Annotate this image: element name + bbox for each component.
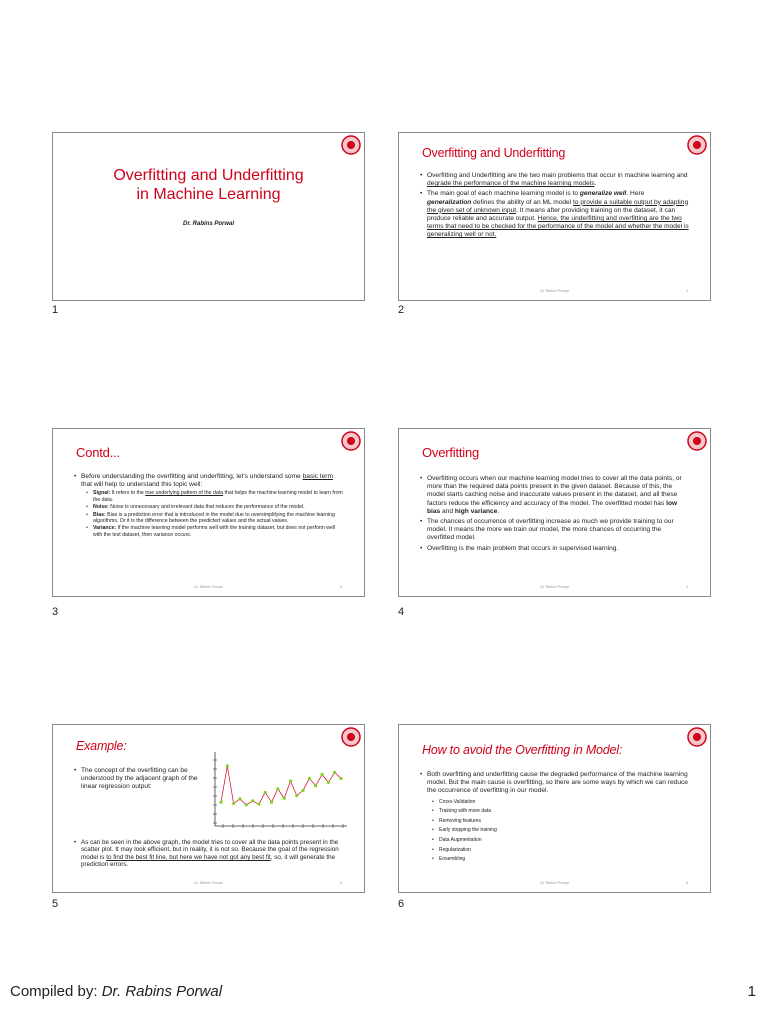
bullet: • Before understanding the overfitting and underfitting, let's understand some basic term that will help to understand this topic well: • Signal: It refers to the true underlying pattern of the data that helps the machine learning model to learn from the data. • Noise: Noise is unnecessary and irrelevant data that reduces the performance of the model. • Bias: Bias is a prediction error that is introduced in the model due to oversimplifying the machine learning algorithms. Or it is the difference between the predicted values and the actual values. • Variance: If the machine learning model performs well with the training dataset, but does not perform well with the test dataset, then variance occurs. — [81, 473, 344, 538]
bullet: • The main goal of each machine learning model is to generalize well. Here generalization defines the ability of an ML model to provide a suitable output by adapting the given set of unknown input. It means after providing training on the dataset, it can produce reliable and accurate output. Hence, the underfitting and overfitting are the two terms that need to be checked for the performance of the model and whether the model is generalizing well or not. — [427, 190, 690, 239]
page-number: 6 — [398, 898, 405, 910]
bullet: • As can be seen in the above graph, the model tries to cover all the data points present in the scatter plot. It may look efficient, but in reality, it is not so. Because the goal of the regression model is to find the best fit line, but here we have not got any best fit, so, it will generate the prediction errors. — [74, 839, 339, 869]
university-logo-icon — [341, 135, 361, 155]
sub-bullet: • Noise: Noise is unnecessary and irrelevant data that reduces the performance of the model. — [93, 504, 344, 510]
slide-title: How to avoid the Overfitting in Model: — [422, 743, 623, 757]
bullet: • The chances of occurrence of overfitting increase as much we provide training to our model. It means the more we train our model, the more chances of occurring the overfitted model. — [427, 518, 690, 543]
university-logo-icon — [687, 727, 707, 747]
document-page-number: 1 — [747, 983, 756, 1000]
university-logo-icon — [687, 431, 707, 451]
slide-3 — [52, 428, 365, 597]
data-point — [257, 803, 260, 806]
avoid-method-item: • Ensembling — [439, 855, 690, 865]
slide-body — [73, 839, 344, 869]
sub-bullet: • Signal: It refers to the true underlying pattern of the data that helps the machine learning model to learn from the data. — [93, 490, 344, 503]
page-number: 3 — [52, 606, 59, 618]
slide-1 — [52, 132, 365, 301]
data-point — [320, 773, 323, 776]
avoid-method-item: • Removing features — [439, 817, 690, 827]
bullet: • The concept of the overfitting can be understood by the adjacent graph of the linear regression output: — [74, 767, 198, 790]
page-number: 5 — [52, 898, 59, 910]
slide-footer: Dr. Rabins Porwal — [540, 289, 569, 293]
data-point — [327, 781, 330, 784]
slide-footer-number: 5 — [340, 881, 342, 885]
bullet: • Overfitting occurs when our machine learning model tries to cover all the data points, or more than the required data points present in the given dataset. Because of this, the model starts caching noise and inaccurate values present in the dataset, and all these factors reduce the efficiency and accuracy of the model. The overfitted model has low bias and high variance. — [427, 475, 690, 516]
slide-4 — [398, 428, 711, 597]
slide-footer: Dr. Rabins Porwal — [540, 881, 569, 885]
slide-6 — [398, 724, 711, 893]
overfitting-scatter-chart — [213, 750, 348, 830]
bullet: • Overfitting and Underfitting are the two main problems that occur in machine learning and degrade the performance of the machine learning models. — [427, 172, 690, 188]
data-point — [295, 794, 298, 797]
slide-footer-number: 2 — [686, 289, 688, 293]
slide-title: Contd... — [76, 445, 120, 460]
data-point — [308, 777, 311, 780]
sub-bullet: • Variance: If the machine learning model performs well with the training dataset, but does not perform well with the test dataset, then variance occurs. — [93, 525, 344, 538]
university-logo-icon — [341, 431, 361, 451]
slide-footer: Dr. Rabins Porwal — [540, 585, 569, 589]
data-point — [251, 799, 254, 802]
page-number: 2 — [398, 304, 405, 316]
slide-body — [419, 172, 690, 242]
avoid-method-item: • Regularization — [439, 846, 690, 856]
slide-title: Overfitting — [422, 445, 480, 460]
slide-body — [419, 475, 690, 555]
data-point — [339, 777, 342, 780]
slide-body — [73, 473, 344, 540]
compiled-by: Compiled by: Dr. Rabins Porwal — [10, 983, 223, 1000]
slide-author: Dr. Rabins Porwal — [182, 221, 234, 227]
avoid-method-item: • Early stopping the training — [439, 826, 690, 836]
bullet: • Both overfitting and underfitting cause the degraded performance of the machine learning model. But the main cause is overfitting, so there are some ways by which we can reduce the occurrence of overfitting in our model. • Cross-Validation • Training with more data • Removing features • Early stopping the training • Data Augmentation • Regularization • Ensembling — [427, 771, 690, 865]
data-point — [333, 771, 336, 774]
avoid-method-item: • Training with more data — [439, 807, 690, 817]
data-point — [232, 802, 235, 805]
page-number: 1 — [52, 304, 59, 316]
data-point — [283, 797, 286, 800]
data-point — [226, 764, 229, 767]
slide-footer-number: 6 — [686, 881, 688, 885]
slide-title: Example: — [76, 739, 127, 753]
avoid-method-item: • Data Augmentation — [439, 836, 690, 846]
slide-body — [419, 771, 690, 867]
sub-bullet: • Bias: Bias is a prediction error that is introduced in the model due to oversimplifying the machine learning algorithms. Or it is the difference between the predicted values and the actual values. — [93, 512, 344, 525]
slide-footer: Dr. Rabins Porwal — [194, 881, 223, 885]
example-note — [73, 767, 203, 791]
slide-footer: Dr. Rabins Porwal — [194, 585, 223, 589]
slide-2 — [398, 132, 711, 301]
data-point — [238, 797, 241, 800]
data-point — [245, 803, 248, 806]
avoid-method-item: • Cross-Validation — [439, 798, 690, 808]
data-point — [276, 787, 279, 790]
data-point — [264, 791, 267, 794]
slide-title: Overfitting and Underfitting — [422, 146, 566, 160]
slide-title: Overfitting and Underfitting in Machine Learning — [113, 167, 304, 203]
bullet: • Overfitting is the main problem that occurs in supervised learning. — [427, 545, 690, 553]
data-point — [270, 801, 273, 804]
data-point — [289, 779, 292, 782]
page-number: 4 — [398, 606, 405, 618]
slide-5 — [52, 724, 365, 893]
data-point — [314, 784, 317, 787]
data-point — [302, 789, 305, 792]
university-logo-icon — [687, 135, 707, 155]
university-logo-icon — [341, 727, 361, 747]
data-point — [219, 801, 222, 804]
slide-footer-number: 4 — [686, 585, 688, 589]
slide-footer-number: 3 — [340, 585, 342, 589]
